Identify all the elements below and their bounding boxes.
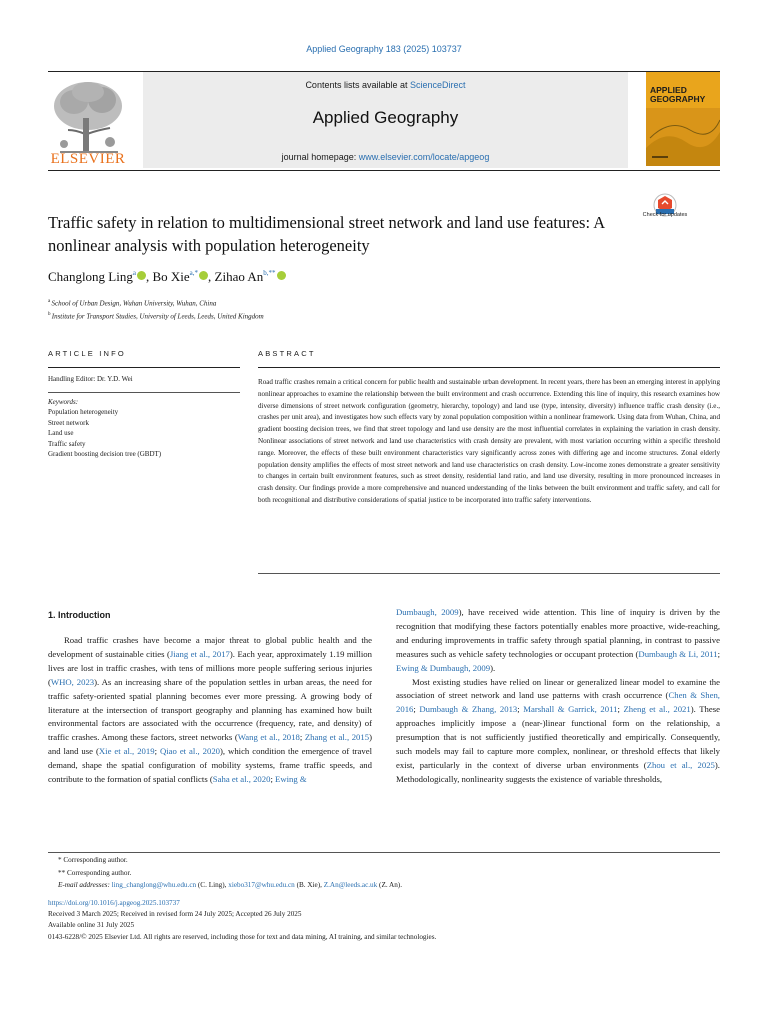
keyword: Street network bbox=[48, 418, 90, 427]
citation-link[interactable]: Qiao et al., 2020 bbox=[159, 746, 221, 757]
corresponding-author-note-2: ** Corresponding author. bbox=[58, 868, 132, 877]
section-heading-introduction: 1. Introduction bbox=[48, 610, 111, 620]
homepage-prefix: journal homepage: bbox=[281, 152, 357, 162]
masthead bbox=[48, 71, 720, 167]
keyword: Population heterogeneity bbox=[48, 408, 119, 416]
citation-link[interactable]: Dumbaugh & Zhang, 2013 bbox=[419, 704, 518, 715]
journal-title: Applied Geography bbox=[312, 108, 459, 127]
author-affiliation-marker[interactable]: a,* bbox=[189, 269, 199, 277]
author-name[interactable]: Zihao An bbox=[214, 269, 264, 284]
citation-link[interactable]: Jiang et al., 2017 bbox=[169, 648, 230, 659]
orcid-icon[interactable] bbox=[199, 271, 208, 280]
citation-link[interactable]: Zhou et al., 2025 bbox=[646, 759, 715, 770]
keyword: Land use bbox=[48, 429, 74, 437]
abstract-rule bbox=[258, 367, 720, 368]
contents-line bbox=[143, 80, 628, 90]
paragraph: Most existing studies have relied on linear or generalized linear model to examine the association of street network and land use patterns with crash occurrence (Chen & Shen, 2016; Dumbaugh & Zhang, 2013; Marshall & Garrick, 2011; Zheng et al., 2021). These approaches implicitly impose a (near-)linear functional form on the relationship, a presumption that is not sufficiently justified theoretically and empirically. Consequently, such models may fail to capture more complex, nonlinear, or threshold effects that likely exist, particularly in the context of diverse urban environments (Zhou et al., 2025). Methodologically, nonlinearity suggests the existence of variable thresholds, bbox=[396, 676, 720, 784]
keyword: Traffic safety bbox=[48, 439, 86, 448]
intro-right-column bbox=[396, 606, 720, 787]
homepage-line bbox=[143, 152, 628, 162]
citation-link[interactable]: Chen & Shen, 2016 bbox=[396, 690, 720, 715]
journal-citation-link[interactable]: Applied Geography 183 (2025) 103737 bbox=[306, 44, 462, 54]
doi-link[interactable]: https://doi.org/10.1016/j.apgeog.2025.103737 bbox=[48, 899, 180, 907]
affiliation-line bbox=[48, 309, 264, 322]
article-title: Traffic safety in relation to multidimensional street network and land use features: A nonlinear analysis with population heterogeneity bbox=[48, 213, 605, 255]
citation-link[interactable]: Wang et al., 2018 bbox=[237, 732, 300, 743]
cover-title: APPLIED GEOGRAPHY bbox=[650, 85, 706, 104]
orcid-icon[interactable] bbox=[137, 271, 146, 280]
elsevier-wordmark: ELSEVIER bbox=[50, 151, 126, 167]
email-link[interactable]: Z.An@leeds.ac.uk bbox=[323, 881, 378, 889]
citation-link[interactable]: Zhang et al., 2015 bbox=[304, 732, 370, 743]
info-divider bbox=[48, 392, 240, 393]
citation-link[interactable]: Ewing & bbox=[275, 774, 307, 785]
author-list: Changlong Ling$^a$ , Bo Xie$^{a,*}$ , Zihao $An^{b,**}$ bbox=[48, 269, 286, 285]
masthead-bottom-rule bbox=[48, 170, 720, 171]
masthead-center bbox=[143, 72, 628, 168]
author-affiliation-marker[interactable]: a bbox=[132, 269, 136, 277]
author-name[interactable]: Changlong Ling bbox=[48, 269, 133, 284]
abstract-heading: ABSTRACT bbox=[258, 349, 316, 358]
available-online: Available online 31 July 2025 bbox=[48, 921, 135, 930]
affiliation-text: School of Urban Design, Wuhan University, Wuhan, China bbox=[51, 299, 217, 308]
keyword: Gradient boosting decision tree (GBDT) bbox=[48, 450, 162, 458]
abstract-text: Road traffic crashes remain a critical concern for public health and sustainable urban development. In recent years, there has been an emerging interest in applying nonlinear approaches to examine the relationship between the built environment and crash occurrence. Extending this line of inquiry, this research examines how diverse dimensions of street network configuration (geometry, hierarchy, topology) and land use (type, intensity, diversity) influence traffic crash density (i.e., crashes per unit area), and investigates how such effects vary by zonal population composition within a nonlinear framework. Using data from Wuhan, China, and gradient boosting decision trees, we find that street topology and land use density are the most influential correlates in explaining the variation in crash density. Nonlinear associations of street network and land use characteristics with crash density are prevalent, with most variation occurring within a specific threshold range. Moreover, the effects of these built environment characteristics vary significantly across zones with differing age and income structures. Zonal elderly population density amplifies the effects of most street network and land use characteristics on crash density. Low-income zones demonstrate a greater sensitivity to changes in certain built environment features, such as street density, residential land ratio, and land use diversity, resulting in more pronounced increases in crash density. Our findings provide a more comprehensive and nuanced understanding of the links between the built environment and traffic safety, and call for both recognitional and distributive considerations of spatial justice to be incorporated into traffic safety interventions. bbox=[258, 378, 720, 504]
received-dates: Received 3 March 2025; Received in revised form 24 July 2025; Accepted 26 July 2025 bbox=[48, 910, 302, 919]
article-info-rule bbox=[48, 367, 240, 368]
citation-link[interactable]: Marshall & Garrick, 2011 bbox=[523, 704, 618, 715]
author-name[interactable]: Bo Xie bbox=[152, 269, 190, 284]
email-link[interactable]: ling_changlong@whu.edu.cn bbox=[111, 881, 197, 889]
journal-homepage-link[interactable]: www.elsevier.com/locate/apgeog bbox=[358, 152, 490, 162]
citation-link[interactable]: WHO, 2023 bbox=[50, 676, 95, 687]
bibliographic-info bbox=[48, 898, 720, 943]
contents-prefix: Contents lists available at bbox=[305, 80, 408, 90]
copyright-line: 0143-6228/© 2025 Elsevier Ltd. All rights are reserved, including those for text and data mining, AI training, and similar technologies. bbox=[48, 932, 437, 941]
email-label: E-mail addresses: bbox=[58, 881, 112, 889]
sciencedirect-link[interactable]: ScienceDirect bbox=[410, 80, 466, 90]
orcid-icon[interactable] bbox=[277, 271, 286, 280]
abstract-bottom-rule bbox=[258, 573, 720, 574]
footnotes bbox=[48, 852, 720, 892]
keywords-label: Keywords: bbox=[48, 398, 79, 406]
citation-link[interactable]: Xie et al., 2019 bbox=[98, 746, 155, 757]
affiliation-marker: a bbox=[48, 299, 52, 304]
check-for-updates-label[interactable]: Check for updates bbox=[642, 212, 688, 218]
email-link[interactable]: xiebo317@whu.edu.cn bbox=[228, 881, 295, 889]
journal-cover-thumbnail[interactable] bbox=[646, 72, 720, 166]
citation-link[interactable]: Dumbaugh, 2009 bbox=[396, 607, 459, 617]
intro-left-column bbox=[48, 634, 372, 787]
affiliation-line bbox=[48, 296, 264, 309]
affiliation-marker: b bbox=[48, 312, 52, 318]
citation-link[interactable]: Dumbaugh & Li, 2011 bbox=[638, 648, 718, 659]
handling-editor: Handling Editor: Dr. Y.D. Wei bbox=[48, 375, 133, 383]
email-addresses: E-mail addresses: ling_changlong@whu.edu.cn (C. Ling), xiebo317@whu.edu.cn (B. Xie), Z.An@leeds.ac.uk (Z. An). bbox=[58, 881, 403, 889]
citation-link[interactable]: Zheng et al., 2021 bbox=[623, 704, 691, 715]
article-info-heading: ARTICLE INFO bbox=[48, 349, 126, 358]
corresponding-author-note-1: * Corresponding author. bbox=[58, 856, 128, 864]
citation-link[interactable]: Saha et al., 2020 bbox=[212, 774, 271, 785]
affiliation-text: Institute for Transport Studies, University of Leeds, Leeds, United Kingdom bbox=[51, 312, 264, 321]
paragraph: Dumbaugh, 2009), have received wide attention. This line of inquiry is driven by the recognition that modifying these factors potentially enables more proactive, wide-reaching, and enduring improvements in traffic safety through spatial planning, in contrast to passive measures such as vehicle safety technologies or occupant protection (Dumbaugh & Li, 2011; Ewing & Dumbaugh, 2009). bbox=[396, 607, 721, 673]
author-affiliation-marker[interactable]: b,** bbox=[263, 269, 276, 277]
keyword-list bbox=[48, 407, 161, 460]
paragraph: Road traffic crashes have become a major threat to global public health and the development of sustainable cities (Jiang et al., 2017). Each year, approximately 1.19 million lives are lost in traffic crashes, with tens of millions more people suffering serious injuries (WHO, 2023). As an increasing share of the population settles in urban areas, the need for traffic safety-oriented spatial planning becomes ever more pressing. A growing body of literature at the intersection of transport geography and planning has examined how built environmental factors are associated with the occurrence (frequency, rate, and density) of traffic crashes. Among these factors, street networks (Wang et al., 2018; Zhang et al., 2015) and land use (Xie et al., 2019; Qiao et al., 2020), which condition the emergence of travel demand, shape the spatial configuration of mobility systems, frame traffic speeds, and contribute to the formation of spatial conflicts (Saha et al., 2020; Ewing & bbox=[48, 635, 373, 785]
affiliations bbox=[48, 296, 264, 323]
cover-illustration bbox=[646, 108, 720, 166]
citation-link[interactable]: Ewing & Dumbaugh, 2009 bbox=[396, 662, 491, 673]
